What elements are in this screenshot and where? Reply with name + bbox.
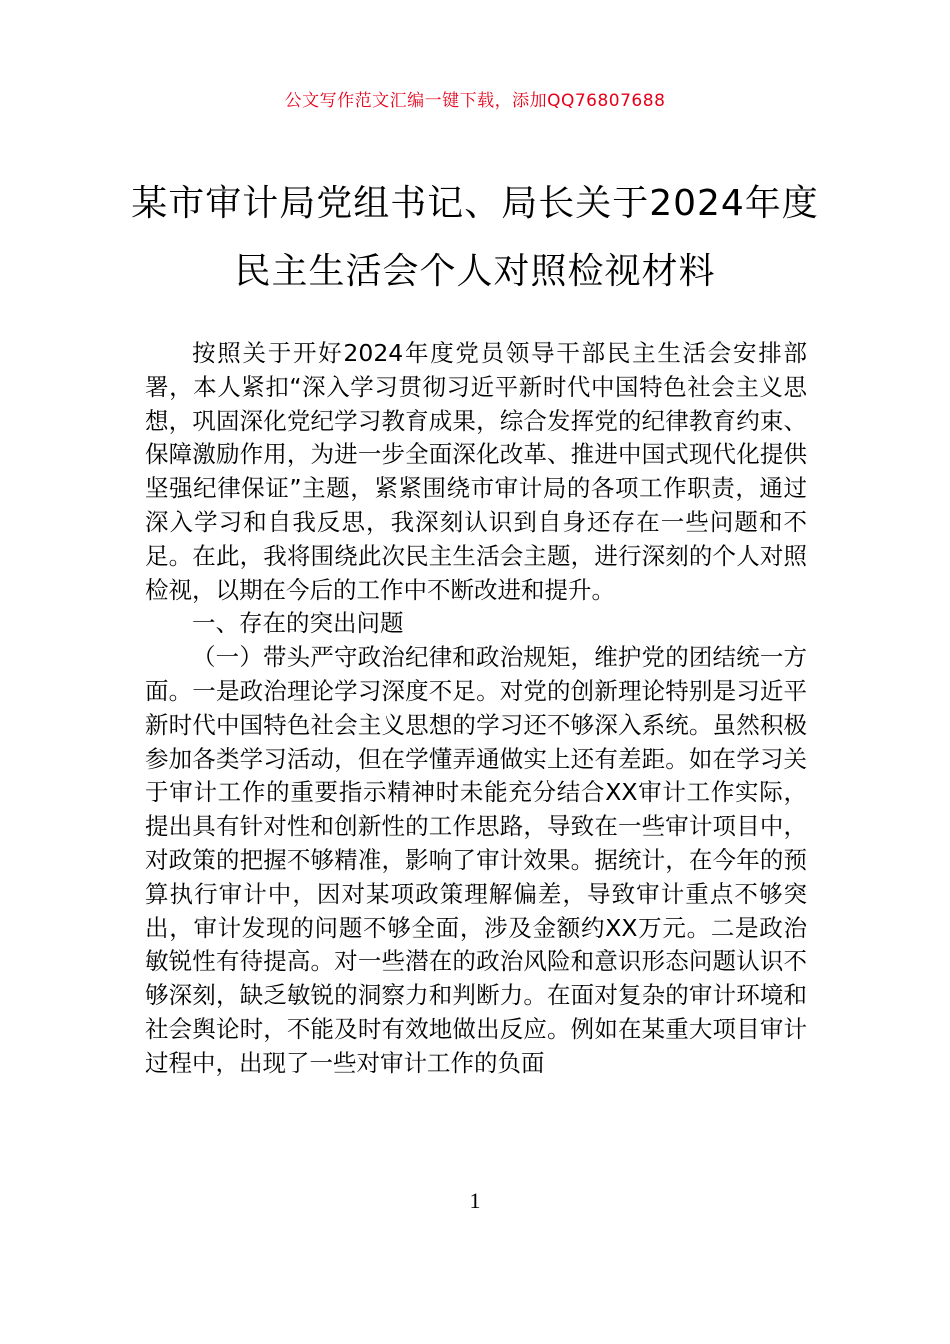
body-paragraph-intro: 按照关于开好2024年度党员领导干部民主生活会安排部署，本人紧扣“深入学习贯彻习近平新时代中国特色社会主义思想，巩固深化党纪学习教育成果，综合发挥党的纪律教育约束、保障激励作用，为进一步全面深化改革、推进中国式现代化提供坚强纪律保证”主题，紧紧围绕市审计局的各项工作职责，通过深入学习和自我反思，我深刻认识到自身还存在一些问题和不足。在此，我将围绕此次民主生活会主题，进行深刻的个人对照检视，以期在今后的工作中不断改进和提升。 — [145, 339, 807, 604]
document-body — [145, 337, 807, 1081]
document-title-line-2: 民主生活会个人对照检视材料 — [234, 251, 716, 292]
body-paragraph-subsection-1: （一）带头严守政治纪律和政治规矩，维护党的团结统一方面。一是政治理论学习深度不足。对党的创新理论特别是习近平新时代中国特色社会主义思想的学习还不够深入系统。虽然积极参加各类学习活动，但在学懂弄通做实上还有差距。如在学习关于审计工作的重要指示精神时未能充分结合XX审计工作实际，提出具有针对性和创新性的工作思路，导致在一些审计项目中，对政策的把握不够精准，影响了审计效果。据统计，在今年的预算执行审计中，因对某项政策理解偏差，导致审计重点不够突出，审计发现的问题不够全面，涉及金额约XX万元。二是政治敏锐性有待提高。对一些潜在的政治风险和意识形态问题认识不够深刻，缺乏敏锐的洞察力和判断力。在面对复杂的审计环境和社会舆论时，不能及时有效地做出反应。例如在某重大项目审计过程中，出现了一些对审计工作的负面 — [145, 643, 807, 1077]
header-download-note: 公文写作范文汇编一键下载，添加QQ76807688 — [284, 91, 666, 111]
section-heading: 一、存在的突出问题 — [192, 609, 404, 638]
document-title-line-1: 某市审计局党组书记、局长关于2024年度 — [131, 183, 819, 224]
page-number: 1 — [469, 1188, 481, 1213]
